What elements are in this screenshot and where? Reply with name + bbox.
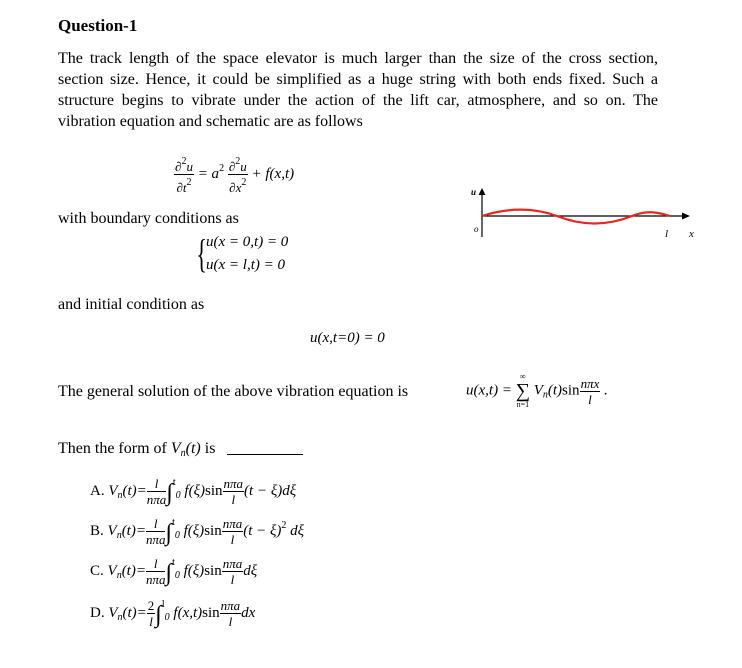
x-axis-label: x xyxy=(689,228,694,240)
initial-condition: u(x,t=0) = 0 xyxy=(310,330,385,346)
option-d[interactable]: D. $V_n(t)=$ $\frac{2}{l}$ ∫$^l_0$ f(x,t)sin $\frac{\text{nπa}}{l}$ dx xyxy=(90,598,256,629)
brace: { xyxy=(196,231,207,276)
question-heading: Question-1 xyxy=(58,16,138,35)
ask-label: Then the form of xyxy=(58,440,167,457)
ask-is: is xyxy=(204,440,216,457)
end-label: l xyxy=(665,228,669,240)
general-solution-label: The general solution of the above vibration equation is xyxy=(58,383,409,400)
y-axis-label: u xyxy=(471,187,477,197)
origin-label: o xyxy=(474,224,479,234)
option-c[interactable]: C. $V_n(t)=$ $\frac{l}{\text{nπa}}$ ∫$^t_0$ f(ξ)sin $\frac{\text{nπa}}{l}$ dξ xyxy=(90,556,258,587)
question-intro: The track length of the space elevator is much larger than the size of the cross section, section size. Hence, it could be simplified as a huge string with both ends fixed. Such a structure begins to vibrate under the action of the lift car, atmosphere, and so on. The vibration equation and schematic are as follows xyxy=(58,50,658,130)
option-b[interactable]: B. $V_n(t)=$ $\frac{l}{\text{nπa}}$ ∫$^t_0$ f(ξ)sin $\frac{\text{nπa}}{l}$ $(t - \xi)^2$ dξ xyxy=(90,516,305,547)
ask-line: Then the form of $V_n(t)$ is xyxy=(58,440,303,459)
option-c-letter: C. xyxy=(90,562,104,579)
boundary-label: with boundary conditions as xyxy=(58,210,239,227)
option-b-letter: B. xyxy=(90,522,104,539)
initial-label: and initial condition as xyxy=(58,296,205,313)
option-d-letter: D. xyxy=(90,604,105,621)
answer-blank[interactable] xyxy=(227,454,303,455)
string-schematic xyxy=(452,185,702,241)
x-axis-arrow xyxy=(682,213,690,220)
wave-equation: $\frac{\partial^2u}{\partial t^2}$ = $a^2$ $\frac{\partial^2u}{\partial x^2}$ + f(x,t) xyxy=(175,156,295,195)
general-solution-formula: u(x,t) = ∞ ∑ n=1 $V_n(t)\sin$ $\frac{\text{nπx}}{l}$ . xyxy=(466,372,608,409)
y-axis-arrow xyxy=(479,188,486,195)
option-a[interactable]: A. $V_n(t)=$ $\frac{l}{\text{nπa}}$ ∫$^t_0$ f(ξ)sin $\frac{\text{nπa}}{l}$ (t − ξ)dξ xyxy=(90,476,297,507)
option-a-letter: A. xyxy=(90,482,105,499)
